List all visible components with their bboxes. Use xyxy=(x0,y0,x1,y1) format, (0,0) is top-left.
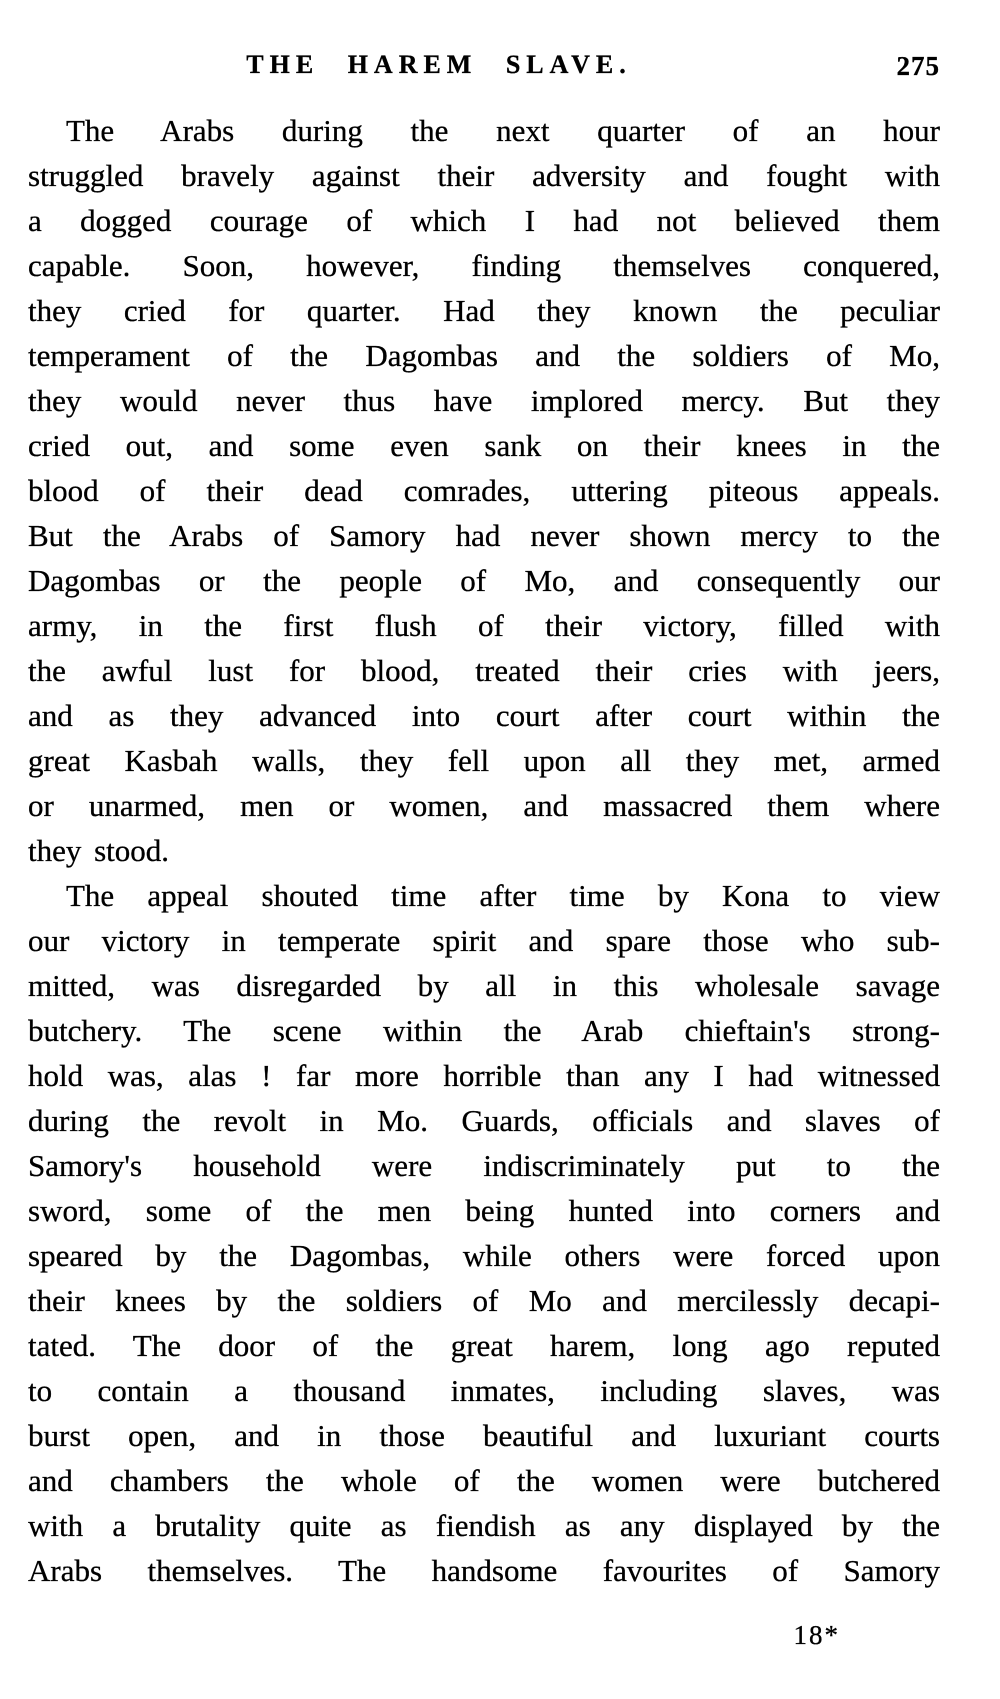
text-line: they stood. xyxy=(28,833,170,868)
text-line: army, in the first flush of their victory, filled with xyxy=(28,608,940,643)
text-line: sword, some of the men being hunted into corners and xyxy=(28,1193,940,1228)
text-body xyxy=(28,108,940,1593)
text-line: capable. Soon, however, finding themselves conquered, xyxy=(28,248,940,283)
text-line: blood of their dead comrades, uttering piteous appeals. xyxy=(28,473,940,508)
text-line: to contain a thousand inmates, including slaves, was xyxy=(28,1373,940,1408)
text-line: hold was, alas ! far more horrible than any I had witnessed xyxy=(28,1058,940,1093)
text-line: temperament of the Dagombas and the soldiers of Mo, xyxy=(28,338,940,373)
paragraph xyxy=(28,108,940,873)
text-line: The appeal shouted time after time by Kona to view xyxy=(66,878,940,913)
page-number: 275 xyxy=(896,51,940,81)
page-title: THE HAREM SLAVE. xyxy=(246,50,632,79)
text-line: they cried for quarter. Had they known the peculiar xyxy=(28,293,940,328)
text-line: a dogged courage of which I had not believed them xyxy=(28,203,940,238)
text-line: But the Arabs of Samory had never shown mercy to the xyxy=(28,518,940,553)
text-line: their knees by the soldiers of Mo and mercilessly decapi- xyxy=(28,1283,940,1318)
text-line: the awful lust for blood, treated their cries with jeers, xyxy=(28,653,940,688)
signature-mark: 18* xyxy=(793,1620,840,1650)
text-line: Dagombas or the people of Mo, and consequently our xyxy=(28,563,940,598)
text-line: and chambers the whole of the women were butchered xyxy=(28,1463,940,1498)
text-line: cried out, and some even sank on their knees in the xyxy=(28,428,940,463)
text-line: burst open, and in those beautiful and luxuriant courts xyxy=(28,1418,940,1453)
text-line: speared by the Dagombas, while others were forced upon xyxy=(28,1238,940,1273)
paragraph xyxy=(28,873,940,1593)
text-line: great Kasbah walls, they fell upon all they met, armed xyxy=(28,743,940,778)
text-line: mitted, was disregarded by all in this wholesale savage xyxy=(28,968,940,1003)
text-line: The Arabs during the next quarter of an hour xyxy=(66,113,940,148)
text-line: they would never thus have implored mercy. But they xyxy=(28,383,940,418)
text-line: Samory's household were indiscriminately put to the xyxy=(28,1148,940,1183)
running-header xyxy=(28,50,940,88)
text-line: our victory in temperate spirit and spare those who sub- xyxy=(28,923,940,958)
text-line: with a brutality quite as fiendish as any displayed by the xyxy=(28,1508,940,1543)
text-line: Arabs themselves. The handsome favourites of Samory xyxy=(28,1553,940,1588)
text-line: tated. The door of the great harem, long ago reputed xyxy=(28,1328,940,1363)
text-line: or unarmed, men or women, and massacred them where xyxy=(28,788,940,823)
text-line: during the revolt in Mo. Guards, officials and slaves of xyxy=(28,1103,940,1138)
text-line: struggled bravely against their adversity and fought with xyxy=(28,158,940,193)
text-line: and as they advanced into court after court within the xyxy=(28,698,940,733)
text-line: butchery. The scene within the Arab chieftain's strong- xyxy=(28,1013,940,1048)
